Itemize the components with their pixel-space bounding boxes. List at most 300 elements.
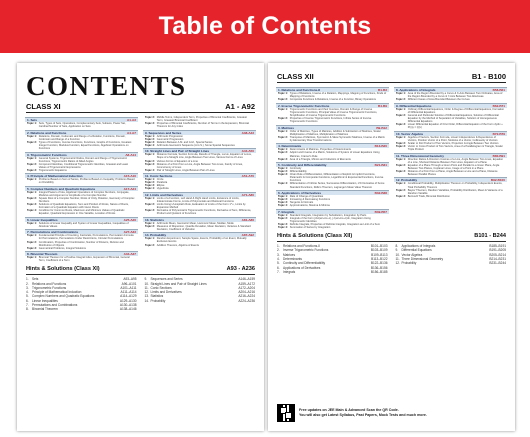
topic-row xyxy=(143,225,256,231)
topic-row xyxy=(143,209,256,215)
hint-chapter-number: 9. xyxy=(395,248,399,253)
topic-number: Topic 3: xyxy=(278,222,288,226)
topic-number: Topic 4: xyxy=(278,225,288,229)
hint-page-range: A224–A236 xyxy=(238,298,255,303)
topic-text: Chain Rule of Differentiation, Differentiation of Explicit & Implicit Functions, Parametric & Composite Functions, Logarithmic & Exponential Functions, Inverse Functions xyxy=(289,173,384,183)
topic-number: Topic 1: xyxy=(396,92,406,96)
hint-chapter-title: Statistics xyxy=(150,294,164,299)
class-xi-hints-list xyxy=(26,277,255,311)
hint-chapter-title: Vector Algebra xyxy=(401,252,423,257)
hint-chapter-title: Determinants xyxy=(283,256,302,261)
topic-number: Topic 2: xyxy=(145,243,155,247)
hint-page-range: B185–B191 xyxy=(489,244,506,249)
topic-number: Topic 1: xyxy=(27,256,37,260)
hint-list-item xyxy=(396,261,507,265)
topic-number: Topic 3: xyxy=(145,140,155,144)
topic-text: Solutions of Quadratic Equations, Sum and Product of Roots, Nature of Roots, Formation of a Quadratic Equation with Given Roots xyxy=(38,203,129,210)
topic-number: Topic 3: xyxy=(396,169,406,173)
chapter-page-range: B58-B61 xyxy=(492,88,505,93)
topic-number: Topic 1: xyxy=(278,194,288,198)
topic-row xyxy=(143,122,256,128)
topic-number: Topic 3: xyxy=(396,123,406,127)
chapter-page-range: B32-B38 xyxy=(374,190,387,195)
topic-row xyxy=(143,244,256,247)
topic-row xyxy=(25,141,138,150)
class-xii-column-2 xyxy=(394,86,507,229)
hint-chapter-number: 5. xyxy=(277,261,280,266)
hint-chapter-number: 1. xyxy=(277,244,280,249)
hint-page-range: B136–B156 xyxy=(370,265,388,270)
topic-text: Distance of a Point from a Plane, Angle Between a Line and a Plane, Distance Between Parallel Planes xyxy=(407,169,498,177)
topic-row xyxy=(276,182,389,188)
qr-text-line-1: Free updates on JEE Main & Advanced Scan the QR Code. xyxy=(299,408,399,413)
topic-text: Integrals of the Form ∫dx/(ax²+bx+c), ∫√(ax²+bx+c)dx, Integration Using Trigonometric Identities xyxy=(289,216,371,223)
topic-text: Arithmetic Progression xyxy=(156,134,183,138)
hint-page-range: A96–A101 xyxy=(121,281,137,286)
topic-number: Topic 2: xyxy=(396,98,406,102)
hint-chapter-title: Integrals xyxy=(283,269,296,274)
topic-text: General Systems, Trigonometric Ratios, Domain and Range of Trigonometric Functions, Trigonometric Ratios of Allied Angles xyxy=(38,156,127,163)
topic-row xyxy=(143,187,256,190)
topic-number: Topic 1: xyxy=(27,122,37,126)
chapter-page-range: B1-B3 xyxy=(378,88,387,93)
topic-text: Composite Functions & Relations, Inverse of a Function, Binary Operations xyxy=(289,98,376,102)
topic-text: Types of Functions, Inverse Functions, Functions, Graphs of Functions, Greatest Integer Function, Modulus Function, Equal Functions, Algebraic Operations on Functions xyxy=(38,140,132,151)
topic-row xyxy=(276,108,389,117)
topic-text: Square Root of a Complex Number, Roots of Unity, Rotation, Geometry of Complex Numbers xyxy=(38,196,135,204)
topic-number: Topic 3: xyxy=(396,145,406,149)
topic-text: Transpose of Matrices, Symmetric & Skew Symmetric Matrices, Inverse of a Matrix by Elementary Row Transformations xyxy=(289,135,385,142)
class-xi-chapter-columns xyxy=(25,116,256,262)
topic-text: Limits of a Function, Left Hand & Right Hand Limits, Existence of Limits, Indeterminate Forms, Limits of Polynomials and Rational Functions xyxy=(156,196,240,203)
topic-text: Binomial Theorem for a Positive Integral Index, Expansion of Binomial, General Term, Coefficient of a Term xyxy=(38,256,130,263)
chapter-title: 4. Principle of Mathematical Induction xyxy=(27,174,83,179)
topic-text: Derivative of Polynomial & Trigonometric Functions, Derivative of Sum, Difference, Product and Quotient of Functions xyxy=(156,209,252,216)
topic-number: Topic 2: xyxy=(396,114,406,118)
topic-row xyxy=(276,98,389,101)
topic-row xyxy=(276,136,389,142)
topic-text: Ellipse xyxy=(156,184,165,188)
topic-row xyxy=(394,170,507,176)
topic-number: Topic 3: xyxy=(145,122,155,126)
topic-text: Bayes' Theorem, Random Variables, Probability Distribution, Mean & Variance of a Random Variable xyxy=(407,188,503,195)
topic-number: Topic 1: xyxy=(396,107,406,111)
hint-chapter-number: 12. xyxy=(144,290,149,295)
topic-number: Topic 2: xyxy=(278,151,288,155)
hint-page-range: B231–B244 xyxy=(489,261,506,266)
class-xi-contents-page xyxy=(17,63,264,431)
chapter-title: 7. Integrals xyxy=(278,209,295,214)
hint-chapter-title: Differential Equations xyxy=(401,248,432,253)
topic-row xyxy=(25,209,138,215)
hint-chapter-number: 8. xyxy=(26,307,29,312)
chapter-title: 6. Applications of Derivatives xyxy=(278,190,322,195)
chapter-title: 3. Matrices xyxy=(278,125,294,130)
hint-page-range: B109–B113 xyxy=(371,252,388,257)
topic-number: Topic 2: xyxy=(145,159,155,163)
topic-row xyxy=(25,247,138,250)
topic-text: Arithmetic-Geometric Sequence (A.G.S.), Some Special Sequences xyxy=(156,143,235,147)
topic-text: Linear Differential Equation of First Order, Differential Equation of the Form dy/dx + P(x)y = Q(x) xyxy=(407,123,503,130)
topic-text: Order of Matrices, Types of Matrices, Addition & Subtraction of Matrices, Scalar Multiplication of Matrices, Multiplication of Matrices xyxy=(289,129,381,136)
topic-row xyxy=(25,122,138,128)
topic-text: Adjoint and Inverse of a Matrix, Solutions of System of Linear Equations Using Matrices, Cramer's Rule xyxy=(289,151,380,158)
topic-text: Pair of Straight Lines, Angle Between Pair of Lines xyxy=(156,168,215,172)
topic-number: Topic 4: xyxy=(145,187,155,191)
topic-number: Topic 3: xyxy=(145,162,155,166)
hint-chapter-title: Sets xyxy=(32,277,39,282)
qr-promo xyxy=(277,404,506,422)
class-xii-hints-header xyxy=(277,233,506,242)
topic-row xyxy=(276,117,389,123)
topic-number: Topic 2: xyxy=(278,216,288,220)
chapter-page-range: A8-A14 xyxy=(125,152,136,157)
class-xii-hints-title: Hints & Solutions (Class XII) xyxy=(277,233,353,240)
hint-page-range: B205–B214 xyxy=(489,252,506,257)
topic-text: Different Cases of Area Bounded Between the Curves xyxy=(407,98,470,102)
contents-heading: CONTENTS xyxy=(26,71,187,101)
hint-chapter-title: Conic Sections xyxy=(150,285,172,290)
topic-number: Topic 1: xyxy=(278,129,288,133)
chapter-page-range: B62-B71 xyxy=(492,103,505,108)
chapter-page-range: B13-B20 xyxy=(374,144,387,149)
chapter-title: 8. Applications of Integrals xyxy=(396,88,436,93)
topic-number: Topic 2: xyxy=(396,188,406,192)
topic-number: Topic 2: xyxy=(145,203,155,207)
hint-chapter-number: 2. xyxy=(26,281,29,286)
chapter-title: 6. Linear Inequalities xyxy=(27,217,58,222)
class-xii-contents-page xyxy=(268,63,515,431)
class-xii-range: B1 - B100 xyxy=(471,72,506,81)
chapter-title: 11. Three Dimensional Geometry xyxy=(396,153,444,158)
class-xii-label: CLASS XII xyxy=(277,72,314,81)
hint-chapter-number: 8. xyxy=(395,244,399,249)
topic-text: Types of Relations, Inverse of a Relation, Mappings, Mapping of Functions, Kinds of Mapping of Functions xyxy=(289,92,387,99)
hint-page-range: A204–A216 xyxy=(238,290,255,295)
topic-number: Topic 2: xyxy=(27,140,37,144)
class-xii-chapter-columns xyxy=(276,86,507,229)
chapter-page-range: A15-A16 xyxy=(123,174,136,179)
topic-number: Topic 4: xyxy=(145,143,155,147)
topic-text: Properties of Binomial Coefficients, Number of Terms in the Expansion, Binomial Theorem for Any Index xyxy=(156,122,249,129)
topic-row xyxy=(394,98,507,101)
topic-number: Topic 1: xyxy=(145,196,155,200)
topic-text: Relations, Domain, Codomain and Range of a Relation, Functions, Domain, Codomain and Range of a Function xyxy=(38,134,126,141)
topic-number: Topic 1: xyxy=(27,190,37,194)
topic-number: Topic 2: xyxy=(396,142,406,146)
topic-text: Properties of Inverse Trigonometric Functions, Infinite Series of Inverse Trigonometric Functions xyxy=(289,117,372,124)
chapter-page-range: B72-B79 xyxy=(492,131,505,136)
topic-text: Conditional Probability, Multiplication Theorem on Probability, Independent Events, Total Probability Theorem xyxy=(407,182,503,189)
hint-page-range: A93–A95 xyxy=(123,277,137,282)
topic-text: Fundamental Principle of Counting, Factorials, Permutations, Permutation Formula for Permutations, Permutations Under Restrictions, Circular Permutations xyxy=(38,234,134,241)
chapter-title: 13. Statistics xyxy=(145,217,164,222)
hint-page-range: A101–A111 xyxy=(120,285,137,290)
topic-number: Topic 2: xyxy=(278,198,288,202)
chapter-title: 8. Binomial Theorem xyxy=(27,252,58,257)
topic-number: Topic 3: xyxy=(145,209,155,213)
topic-text: Area of the Region Bounded by a Curve & X-Axis Between Two Ordinates, Area of the Region Bounded by a Curve & Y-Axis Between Two Abscissas xyxy=(407,92,503,99)
hint-chapter-title: Applications of Derivatives xyxy=(283,265,321,270)
class-xii-hints-column-1 xyxy=(277,244,388,274)
hint-chapter-title: Probability xyxy=(401,261,417,266)
class-xii-header xyxy=(277,72,506,83)
hint-chapter-number: 7. xyxy=(26,303,29,308)
topic-row xyxy=(25,178,138,184)
hint-chapter-number: 4. xyxy=(277,256,280,261)
class-xi-hints-column-1 xyxy=(26,277,137,311)
chapter-title: 5. Continuity and Differentiability xyxy=(278,162,327,167)
topic-number: Topic 2: xyxy=(278,170,288,174)
hint-chapter-title: Binomial Theorem xyxy=(32,307,58,312)
topic-text: Middle Terms, Independent Term, Properties of Binomial Coefficients, Greatest Term, Greatest Binomial Coefficient xyxy=(156,116,247,123)
topic-text: Algebra of Vectors, Section Formula, Linear Independence & Dependence of Vectors, Position Vector of a Point, Modulus of a Vector, Collinearity of Vectors xyxy=(407,135,498,142)
topic-number: Topic 4: xyxy=(145,168,155,172)
topic-text: Combination, Properties of Combination, Number of Divisors, Division and Distribution of Objects xyxy=(38,240,124,247)
hint-page-range: B113–B122 xyxy=(371,256,388,261)
hint-chapter-number: 4. xyxy=(26,290,29,295)
topic-text: Random Experiment, Sample Space, Events, Probability of an Event, Mutually Exclusive Events xyxy=(156,237,247,244)
topic-text: Trigonometric Equations xyxy=(38,168,67,172)
topic-number: Topic 2: xyxy=(145,116,155,119)
hint-chapter-number: 6. xyxy=(277,265,280,270)
hint-chapter-title: Applications of Integrals xyxy=(401,244,436,249)
topic-number: Topic 1: xyxy=(145,153,155,157)
topic-number: Topic 3: xyxy=(27,168,37,172)
hint-chapter-number: 6. xyxy=(26,298,29,303)
topic-text: Relation Between A.M. and G.M., Special Series xyxy=(156,140,213,144)
chapter-page-range: A1-A3 xyxy=(127,118,136,123)
hint-page-range: A138–A146 xyxy=(119,307,137,312)
topic-row xyxy=(276,204,389,207)
topic-number: Topic 1: xyxy=(27,234,37,238)
chapter-page-range: B9-B12 xyxy=(376,125,387,130)
topic-number: Topic 2: xyxy=(145,137,155,141)
hint-chapter-number: 9. xyxy=(144,277,148,282)
topic-number: Topic 1: xyxy=(278,92,288,96)
hint-page-range: B122–B136 xyxy=(370,261,388,266)
topic-row xyxy=(276,158,389,161)
hint-page-range: B214–B231 xyxy=(489,256,506,261)
chapter-title: 5. Complex Numbers and Quadratic Equations xyxy=(27,186,96,191)
topic-number: Topic 2: xyxy=(27,196,37,200)
chapter-page-range: A17-A24 xyxy=(123,186,136,191)
hint-chapter-number: 5. xyxy=(26,294,29,299)
hint-list-item xyxy=(145,299,256,303)
topic-text: Addition Theorem, Algebra of Events xyxy=(156,243,199,247)
topic-number: Topic 1: xyxy=(278,166,288,170)
topic-row xyxy=(394,114,507,123)
topic-number: Topic 2: xyxy=(145,224,155,228)
topic-text: Trigonometric Functions and their Inverses, Domain & Range of Inverse Trigonometric Functions, Principal Value of Inverse Trigonometric Functions, Simplification of Inverse Trigonometric Functions xyxy=(289,107,378,118)
hint-page-range: B191–B205 xyxy=(489,248,506,253)
hint-chapter-title: Matrices xyxy=(283,252,296,257)
topic-number: Topic 2: xyxy=(145,181,155,185)
topic-number: Topic 1: xyxy=(145,134,155,138)
class-xi-hints-title: Hints & Solutions (Class XI) xyxy=(26,266,100,273)
topic-number: Topic 1: xyxy=(27,156,37,160)
topic-text: Direction Ratios & Direction Cosines of a Line, Angle Between Two Lines, Equation of a Line, Shortest Distance Between Two Lines, Equation of a Plane xyxy=(407,157,504,164)
qr-promo-text xyxy=(299,408,427,417)
topic-number: Topic 1: xyxy=(396,182,406,186)
topic-text: Differentiation of Infinite Series, Successive Differentiation, n'th Derivative of Some Standard Functions, Rolle's Theorem, Lagrange's Mean Value Theorem xyxy=(289,182,385,189)
class-xi-column-1 xyxy=(25,116,138,262)
class-xii-column-1 xyxy=(276,86,389,229)
topic-row xyxy=(25,256,138,262)
hint-chapter-title: Inverse Trigonometric Functions xyxy=(283,248,329,253)
banner-title: Table of Contents xyxy=(158,12,372,40)
chapter-title: 7. Permutations and Combinations xyxy=(27,230,79,235)
topic-text: Compound Identities, Conditional Trigonometric Identities, Greatest and Least Values of Trigonometric Expressions xyxy=(38,162,129,169)
topic-number: Topic 3: xyxy=(145,184,155,188)
class-xi-hints-range: A93 - A236 xyxy=(226,266,255,273)
hint-chapter-number: 14. xyxy=(144,298,149,303)
class-xii-hints-range: B101 - B244 xyxy=(474,233,506,240)
topic-number: Topic 1: xyxy=(27,178,37,182)
topic-number: Topic 2: xyxy=(27,162,37,166)
hint-page-range: A111–A114 xyxy=(120,290,137,295)
hint-chapter-number: 3. xyxy=(277,252,280,257)
topic-row xyxy=(394,145,507,151)
chapter-title: 12. Probability xyxy=(396,178,418,183)
chapter-title: 9. Sequences and Series xyxy=(145,130,182,135)
topic-text: Geometrical Problems, Integral Solutions xyxy=(38,246,86,250)
topic-text: Approximations, Maxima & Minima xyxy=(289,204,330,208)
chapter-title: 11. Conic Sections xyxy=(145,174,173,179)
hint-chapter-title: Trigonometric Functions xyxy=(32,285,67,290)
class-xii-hints-list xyxy=(277,244,506,274)
topic-text: Arithmetic Mean, Geometric Mean, Harmonic Mean, Median, Mode xyxy=(156,221,234,225)
topic-text: Determinants of Matrices, Properties of Determinants xyxy=(289,148,351,152)
topic-number: Topic 4: xyxy=(278,204,288,208)
topic-number: Topic 3: xyxy=(27,246,37,250)
topic-number: Topic 1: xyxy=(278,213,288,217)
topic-number: Topic 2: xyxy=(27,240,37,244)
class-xii-hints-column-2 xyxy=(396,244,507,274)
class-xi-hints-column-2 xyxy=(145,277,256,311)
topic-text: Sets, Types of Sets, Operations, Complementary Sets, Subsets, Power Set, Cardinal Number of Sets, Application on Sets xyxy=(38,122,126,129)
topic-text: Limits Using L'Hospital's Rule, Evaluation of Limits of the Form 1^∞, Limits by Expansion Method xyxy=(156,203,246,210)
topic-number: Topic 4: xyxy=(278,182,288,186)
qr-code-icon[interactable] xyxy=(277,404,295,422)
chapter-page-range: A4-A7 xyxy=(127,130,136,135)
hint-page-range: A114–A129 xyxy=(120,294,137,299)
hint-chapter-title: Relations and Functions xyxy=(32,281,67,286)
topic-text: Vector or Cross Product of Two Vectors, Area of a Parallelogram & Triangle, Scalar Triple Product xyxy=(407,145,503,152)
hint-page-range: A216–A224 xyxy=(238,294,255,299)
hint-chapter-title: Relations and Functions-II xyxy=(283,244,321,249)
topic-text: Bernoulli Trials, Binomial Distribution xyxy=(407,194,450,198)
topic-text: Continuity xyxy=(289,166,302,170)
chapter-title: 10. Straight Lines and Pair of Straight Lines xyxy=(145,149,210,154)
hint-chapter-number: 2. xyxy=(277,248,280,253)
topic-text: Definite Integrals, Properties of Definite Integrals, Integration as Limit of a Sum xyxy=(289,222,381,226)
chapter-title: 14. Probability xyxy=(145,233,167,238)
qr-text-line-2: You will also get Latest Syllabus, Past Papers, Mock Tests and much more. xyxy=(299,413,427,417)
topic-number: Topic 1: xyxy=(396,157,406,161)
chapter-page-range: A27-A33 xyxy=(123,230,136,235)
topic-number: Topic 1: xyxy=(278,148,288,152)
class-xi-range: A1 - A92 xyxy=(225,102,255,111)
topic-row xyxy=(143,169,256,172)
chapter-page-range: A51-A70 xyxy=(241,174,254,179)
chapter-title: 1. Relations and Functions-II xyxy=(278,88,321,93)
hint-chapter-title: Sequences and Series xyxy=(150,277,183,282)
topic-text: Standard Integrals, Integration by Substitution, Integration by Parts xyxy=(289,213,367,217)
topic-text: Hyperbola xyxy=(156,187,169,191)
chapter-title: 9. Differential Equations xyxy=(396,103,432,108)
hint-chapter-number: 3. xyxy=(26,285,29,290)
hint-chapter-number: 12. xyxy=(395,261,400,266)
topic-row xyxy=(143,144,256,147)
chapter-page-range: A81-A86 xyxy=(241,217,254,222)
hint-chapter-title: Three Dimensional Geometry xyxy=(401,256,444,261)
hint-chapter-number: 10. xyxy=(144,281,149,286)
topic-number: Topic 4: xyxy=(27,209,37,213)
chapter-title: 2. Inverse Trigonometric Functions xyxy=(278,103,330,108)
chapter-page-range: A38-A43 xyxy=(241,130,254,135)
hint-chapter-number: 10. xyxy=(395,252,400,257)
topic-number: Topic 1: xyxy=(27,221,37,225)
chapter-title: 4. Determinants xyxy=(278,144,302,149)
chapter-page-range: A44-A50 xyxy=(241,149,254,154)
topic-number: Topic 3: xyxy=(278,157,288,161)
topic-text: Rate of Change of Quantities xyxy=(289,194,324,198)
chapter-title: 3. Trigonometric Functions xyxy=(27,152,67,157)
hint-chapter-number: 11. xyxy=(144,285,149,290)
hint-chapter-title: Principle of Mathematical Induction xyxy=(32,290,82,295)
class-xi-header xyxy=(26,102,255,113)
class-xi-column-2 xyxy=(143,116,256,262)
hint-chapter-number: 11. xyxy=(395,256,400,261)
hint-list-item xyxy=(26,307,137,311)
chapter-page-range: B21-B31 xyxy=(374,162,387,167)
topic-text: Summation of Series by Integration xyxy=(289,225,331,229)
topic-number: Topic 1: xyxy=(145,221,155,225)
topic-text: Various Forms of Equation of a Line xyxy=(156,159,198,163)
hint-page-range: B103–B109 xyxy=(370,248,388,253)
hint-chapter-number: 1. xyxy=(26,277,29,282)
chapter-title: 2. Relations and Functions xyxy=(27,130,67,135)
hint-page-range: B156–B185 xyxy=(370,269,388,274)
hint-chapter-title: Straight Lines and Pair of Straight Lines xyxy=(150,281,207,286)
topic-text: Solutions of Linear Inequality and System of Linear Inequalities, Inequalities of Absolute Values xyxy=(38,221,129,228)
topic-text: Distance of a Point from a Line, Angle Between Two Lines, Family of Lines, Concurrency of Lines xyxy=(156,162,243,169)
topic-number: Topic 1: xyxy=(145,237,155,241)
topic-number: Topic 3: xyxy=(27,203,37,207)
topic-row xyxy=(276,226,389,229)
hint-page-range: A130–A138 xyxy=(119,303,137,308)
hint-chapter-title: Probability xyxy=(150,298,166,303)
chapter-title: 1. Sets xyxy=(27,118,37,123)
topic-text: Scalar or Dot Product of Two Vectors, Projection & Angle Between Two Vectors xyxy=(407,142,499,146)
chapter-page-range: B92-B100 xyxy=(490,178,505,183)
topic-text: Measures of Dispersion, Quartile Deviation, Mean Deviation, Variance & Standard Deviation, Coefficient of Variation xyxy=(156,224,251,231)
chapter-page-range: A87-A92 xyxy=(241,233,254,238)
hint-chapter-title: Limits and Derivatives xyxy=(150,290,182,295)
hint-chapter-title: Linear Inequalities xyxy=(32,298,58,303)
hint-page-range: A146–A159 xyxy=(238,277,255,282)
topic-text: Area of a Triangle, Minors and Cofactors of Elements xyxy=(289,157,351,161)
topic-row xyxy=(394,123,507,129)
class-xi-hints-header xyxy=(26,266,255,275)
chapter-page-range: A34-A37 xyxy=(123,252,136,257)
topic-text: Ordinary Differential Equations, Order & Degree of Differential Equations, Formation of Differential Equations xyxy=(407,107,505,114)
topic-number: Topic 2: xyxy=(278,117,288,121)
topic-number: Topic 3: xyxy=(278,173,288,177)
topic-text: Geometric Progression xyxy=(156,137,184,141)
chapter-page-range: B39-B57 xyxy=(374,209,387,214)
